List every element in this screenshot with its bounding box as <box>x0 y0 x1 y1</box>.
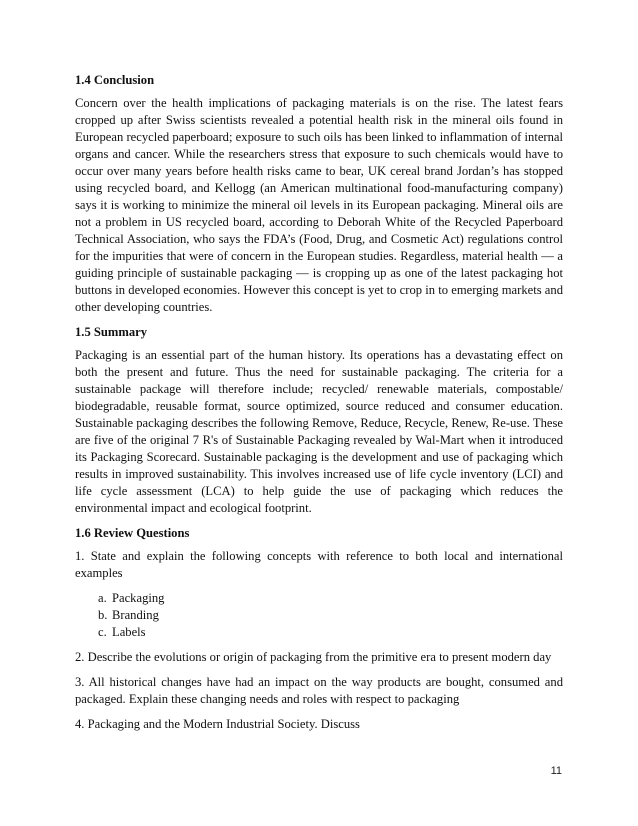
list-item-marker: c. <box>98 625 107 639</box>
list-item <box>98 590 563 607</box>
section-heading-conclusion: 1.4 Conclusion <box>75 73 155 87</box>
list-item-text: Packaging <box>112 591 165 605</box>
list-item <box>98 607 563 624</box>
conclusion-paragraph: Concern over the health implications of packaging materials is on the rise. The latest fears cropped up after Swiss scientists revealed a potential health risk in the mineral oils found in European recycled paperboard; exposure to such oils has been linked to inflammation of internal organs and cancer. While the researchers stress that exposure to such chemicals would have to occur over many years before health risks came to bear, UK cereal brand Jordan’s has stopped using recycled board, and Kellogg (an American multinational food-manufacturing company) says it is working to minimize the mineral oil levels in its European packaging. Mineral oils are not a problem in US recycled board, according to Deborah White of the Recycled Paperboard Technical Association, who says the FDA’s (Food, Drug, and Cosmetic Act) regulations control for the impurities that were of concern in the European studies. Regardless, material health — a guiding principle of sustainable packaging — is cropping up as one of the latest packaging hot buttons in developed economies. However this concept is yet to crop in to emerging markets and other developing countries. <box>75 96 563 314</box>
list-item-marker: b. <box>98 608 108 622</box>
review-question-1: 1. State and explain the following concepts with reference to both local and international examples <box>75 549 563 580</box>
document-page <box>75 72 563 741</box>
section-conclusion <box>75 72 563 316</box>
review-question-2: 2. Describe the evolutions or origin of packaging from the primitive era to present modern day <box>75 650 552 664</box>
review-question-4: 4. Packaging and the Modern Industrial Society. Discuss <box>75 717 360 731</box>
section-heading-review-questions: 1.6 Review Questions <box>75 526 190 540</box>
list-item-marker: a. <box>98 591 107 605</box>
page-number: 11 <box>550 765 562 777</box>
section-review-questions <box>75 525 563 733</box>
list-item <box>98 624 563 641</box>
section-heading-summary: 1.5 Summary <box>75 325 148 339</box>
section-summary <box>75 324 563 517</box>
list-item-text: Labels <box>112 625 146 639</box>
list-item-text: Branding <box>112 608 159 622</box>
review-question-1-list <box>75 590 563 641</box>
review-question-3: 3. All historical changes have had an impact on the way products are bought, consumed and packaged. Explain these changing needs and roles with respect to packaging <box>75 675 563 706</box>
summary-paragraph: Packaging is an essential part of the human history. Its operations has a devastating effect on both the present and future. Thus the need for sustainable packaging. The criteria for a sustainable package will therefore include; recycled/ renewable materials, compostable/ biodegradable, reusable format, source optimized, source reduced and consumer education. Sustainable packaging describes the following Remove, Reduce, Recycle, Renew, Re-use. These are five of the original 7 R's of Sustainable Packaging revealed by Wal-Mart when it introduced its Packaging Scorecard. Sustainable packaging is the development and use of packaging which results in improved sustainability. This involves increased use of life cycle inventory (LCI) and life cycle assessment (LCA) to help guide the use of packaging which reduces the environmental impact and ecological footprint. <box>75 348 563 515</box>
